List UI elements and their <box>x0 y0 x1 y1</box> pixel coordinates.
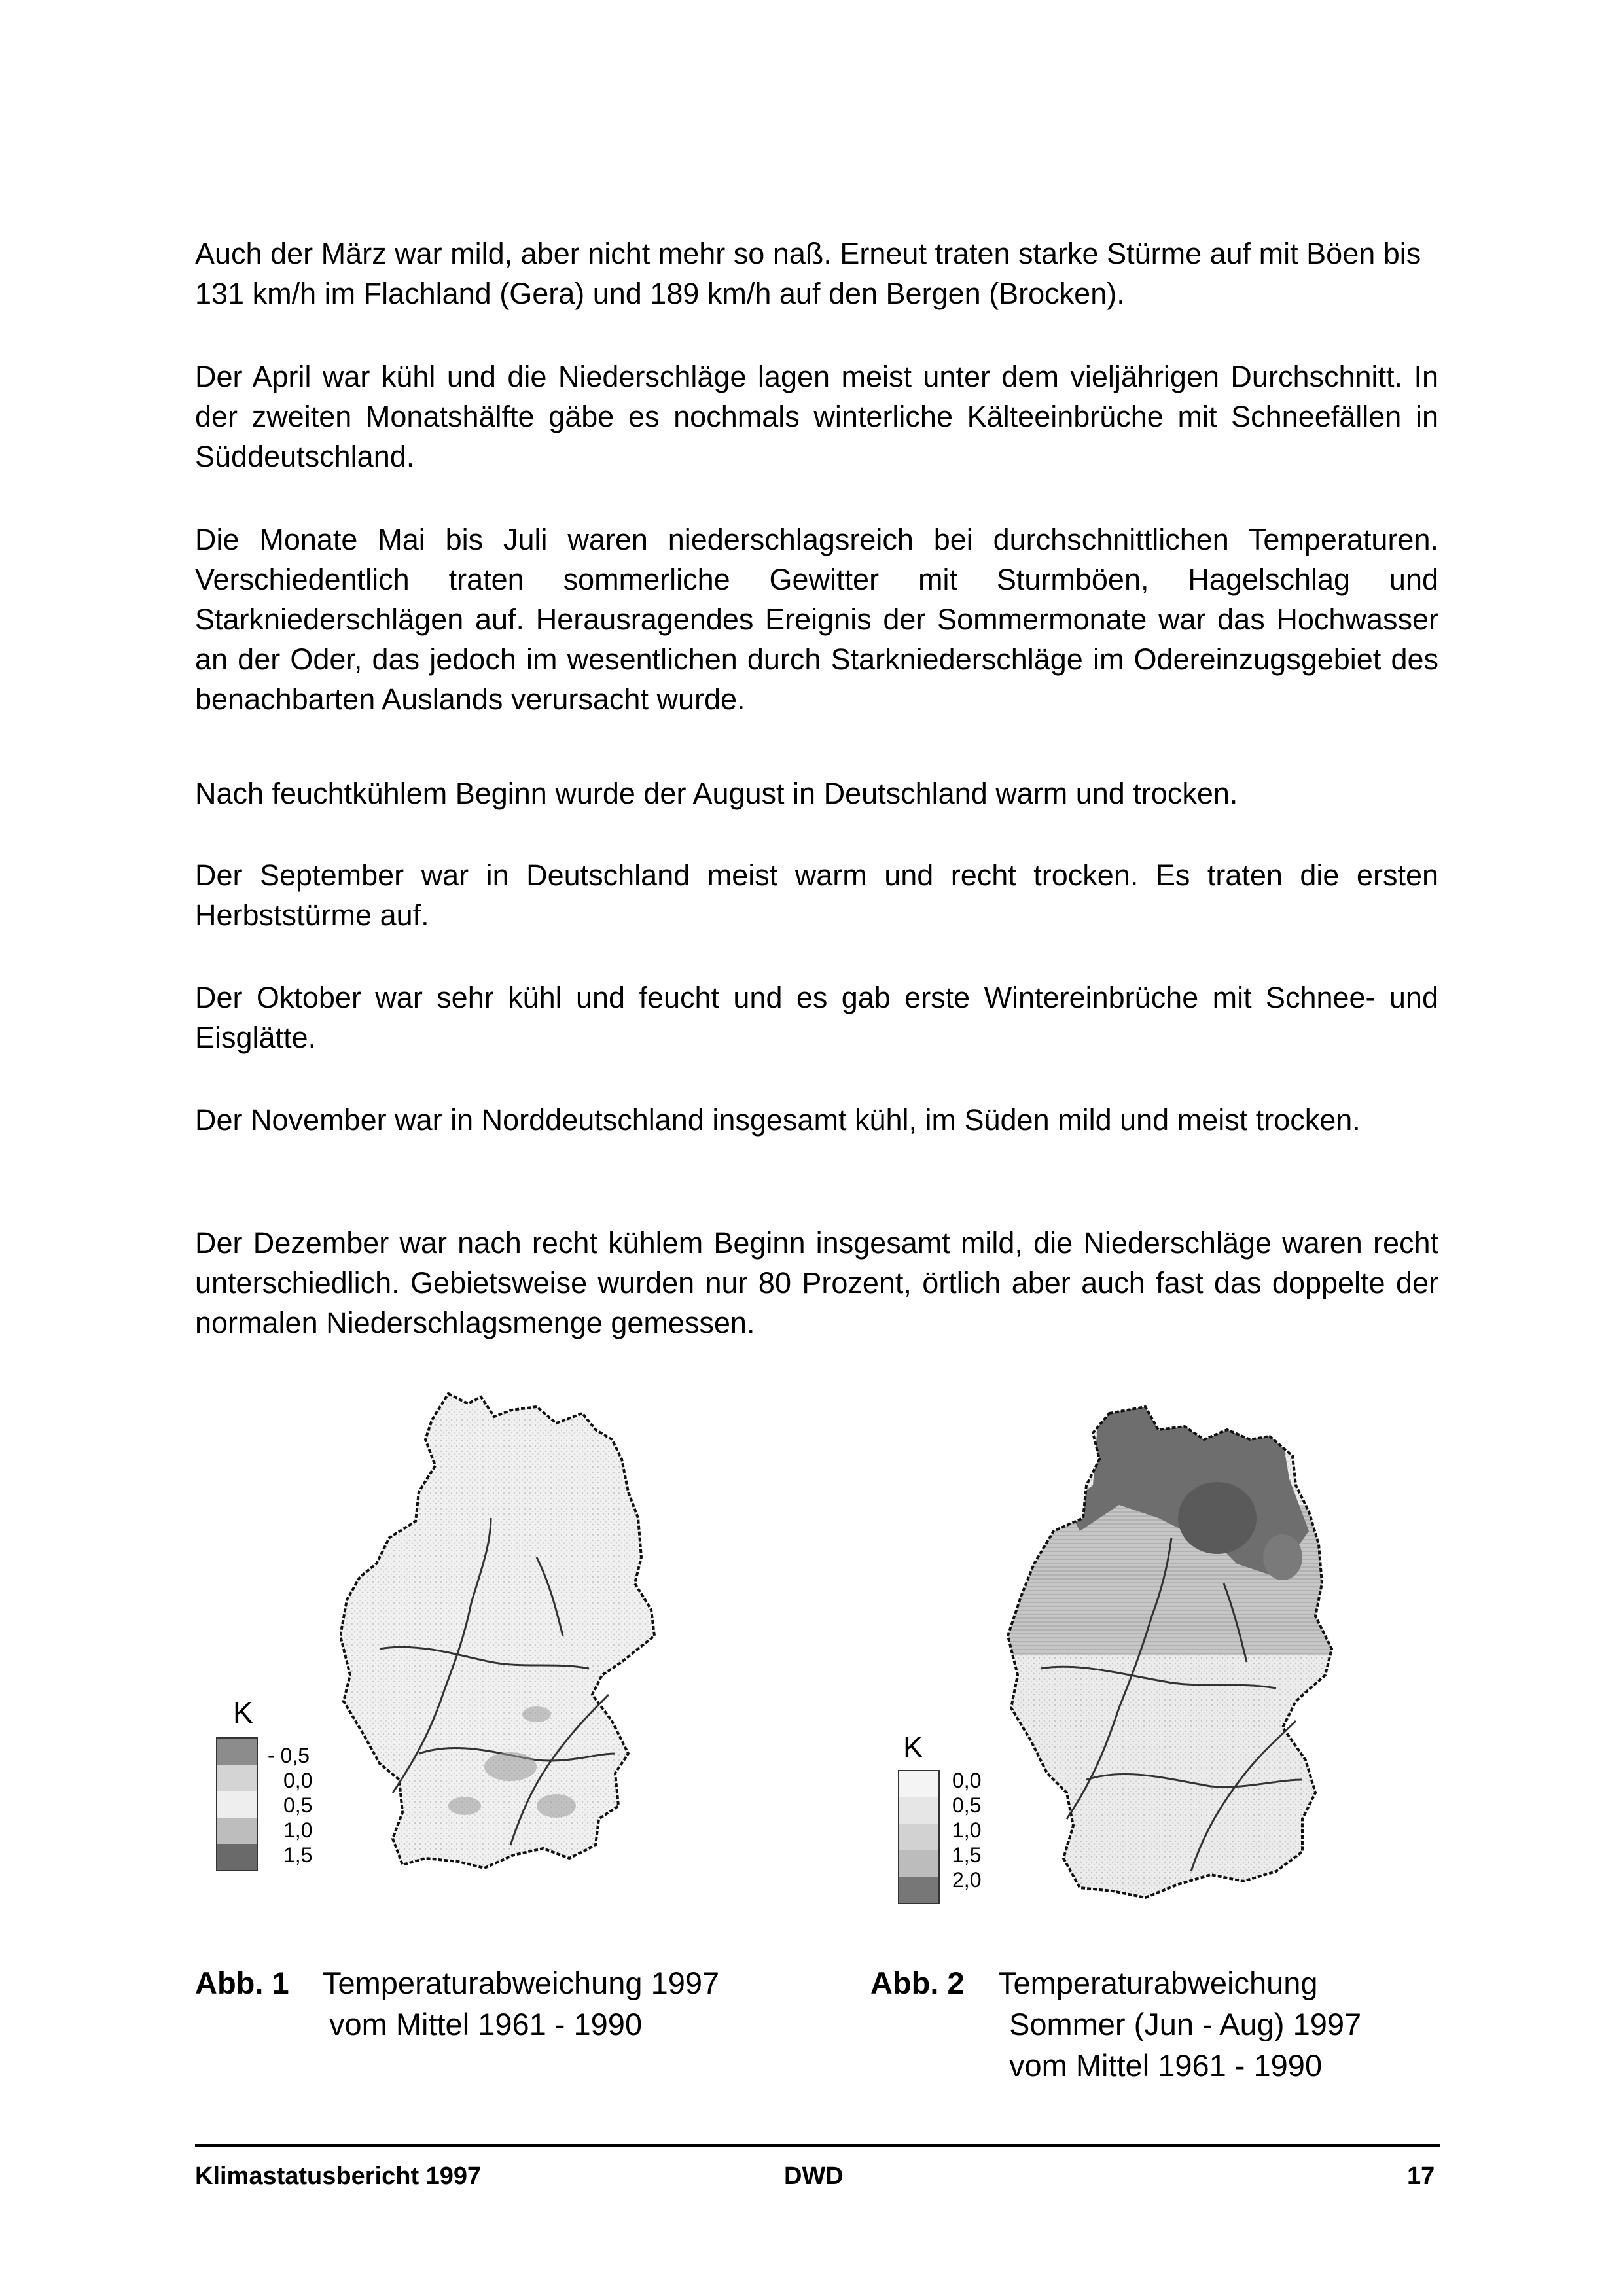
figure-1-caption <box>195 1962 784 2054</box>
legend-2-scale <box>898 1770 940 1904</box>
legend-2-label: 1,5 <box>952 1843 982 1867</box>
footer-divider <box>195 2144 1440 2147</box>
paragraph-oktober: Der Oktober war sehr kühl und feucht und es gab erste Wintereinbrüche mit Schnee- und Eisglätte. <box>195 981 1438 1054</box>
figure-1-map <box>340 1387 707 1898</box>
figure-2-caption-line: vom Mittel 1961 - 1990 <box>1009 2048 1323 2083</box>
legend-2-label: 2,0 <box>952 1868 982 1892</box>
legend-1-swatch <box>217 1818 257 1844</box>
germany-map-2 <box>1001 1400 1394 1911</box>
paragraph-november: Der November war in Norddeutschland insgesamt kühl, im Süden mild und meist trocken. <box>195 1103 1361 1137</box>
germany-map-1 <box>340 1387 707 1898</box>
legend-1-label: 0,0 <box>283 1769 313 1792</box>
figure-1-number: Abb. 1 <box>195 1966 289 2000</box>
figure-1-caption-line: Temperaturabweichung 1997 <box>323 1966 720 2000</box>
legend-2-swatch <box>899 1824 938 1850</box>
paragraph-maerz: Auch der März war mild, aber nicht mehr so naß. Erneut traten starke Stürme auf mit Böen bis 131 km/h im Flachland (Gera) und 189 km/h auf den Bergen (Brocken). <box>195 237 1421 310</box>
legend-1-swatch <box>217 1844 257 1870</box>
figure-2-caption-line: Sommer (Jun - Aug) 1997 <box>1009 2007 1362 2041</box>
legend-2-swatch <box>899 1877 938 1903</box>
legend-1-label: 1,0 <box>283 1818 313 1842</box>
legend-2-label: 1,0 <box>952 1818 982 1842</box>
legend-2-swatch <box>899 1771 938 1797</box>
legend-1-swatch <box>217 1791 257 1817</box>
legend-1-swatch <box>217 1765 257 1791</box>
paragraph-august: Nach feuchtkühlem Beginn wurde der August in Deutschland warm und trocken. <box>195 777 1238 810</box>
paragraph-dezember: Der Dezember war nach recht kühlem Beginn insgesamt mild, die Niederschläge waren recht unterschiedlich. Gebietsweise wurden nur 80 Prozent, örtlich aber auch fast das doppelte der normalen Niederschlagsmenge gemessen. <box>195 1226 1438 1339</box>
page-number: 17 <box>1407 2163 1435 2190</box>
legend-2-swatch <box>899 1850 938 1877</box>
legend-1-label: - 0,5 <box>268 1744 310 1767</box>
legend-2-swatch <box>899 1797 938 1824</box>
legend-2-label: 0,5 <box>952 1793 982 1817</box>
figure-2-caption <box>870 1962 1440 2093</box>
figure-2-number: Abb. 2 <box>870 1966 965 2000</box>
legend-1-unit: K <box>233 1695 253 1729</box>
footer-publisher: DWD <box>784 2163 844 2190</box>
paragraph-april: Der April war kühl und die Niederschläge lagen meist unter dem vieljährigen Durchschnitt. In der zweiten Monatshälfte gäbe es nochmals winterliche Kälteeinbrüche mit Schneefällen in Süddeutschland. <box>195 360 1438 473</box>
legend-1-label: 0,5 <box>283 1793 313 1817</box>
legend-1-swatch <box>217 1739 257 1765</box>
paragraph-mai-juli: Die Monate Mai bis Juli waren niederschlagsreich bei durchschnittlichen Temperaturen. Verschiedentlich traten sommerliche Gewitter mit Sturmböen, Hagelschlag und Starkniederschlägen auf. Herausragendes Ereignis der Sommermonate war das Hochwasser an der Oder, das jedoch im wesentlichen durch Starkniederschläge im Odereinzugsgebiet des benachbarten Auslands verursacht wurde. <box>195 523 1438 716</box>
legend-1-scale <box>216 1737 258 1871</box>
germany-outline <box>340 1394 654 1868</box>
paragraph-september: Der September war in Deutschland meist warm und recht trocken. Es traten die ersten Herbststürme auf. <box>195 858 1438 932</box>
figure-1-caption-line: vom Mittel 1961 - 1990 <box>329 2007 643 2041</box>
footer-report-title: Klimastatusbericht 1997 <box>195 2163 482 2190</box>
figure-2-caption-line: Temperaturabweichung <box>998 1966 1318 2000</box>
figure-2-map <box>1001 1400 1394 1911</box>
legend-2-unit: K <box>903 1730 923 1764</box>
legend-1-label: 1,5 <box>283 1843 313 1867</box>
legend-2-label: 0,0 <box>952 1769 982 1792</box>
